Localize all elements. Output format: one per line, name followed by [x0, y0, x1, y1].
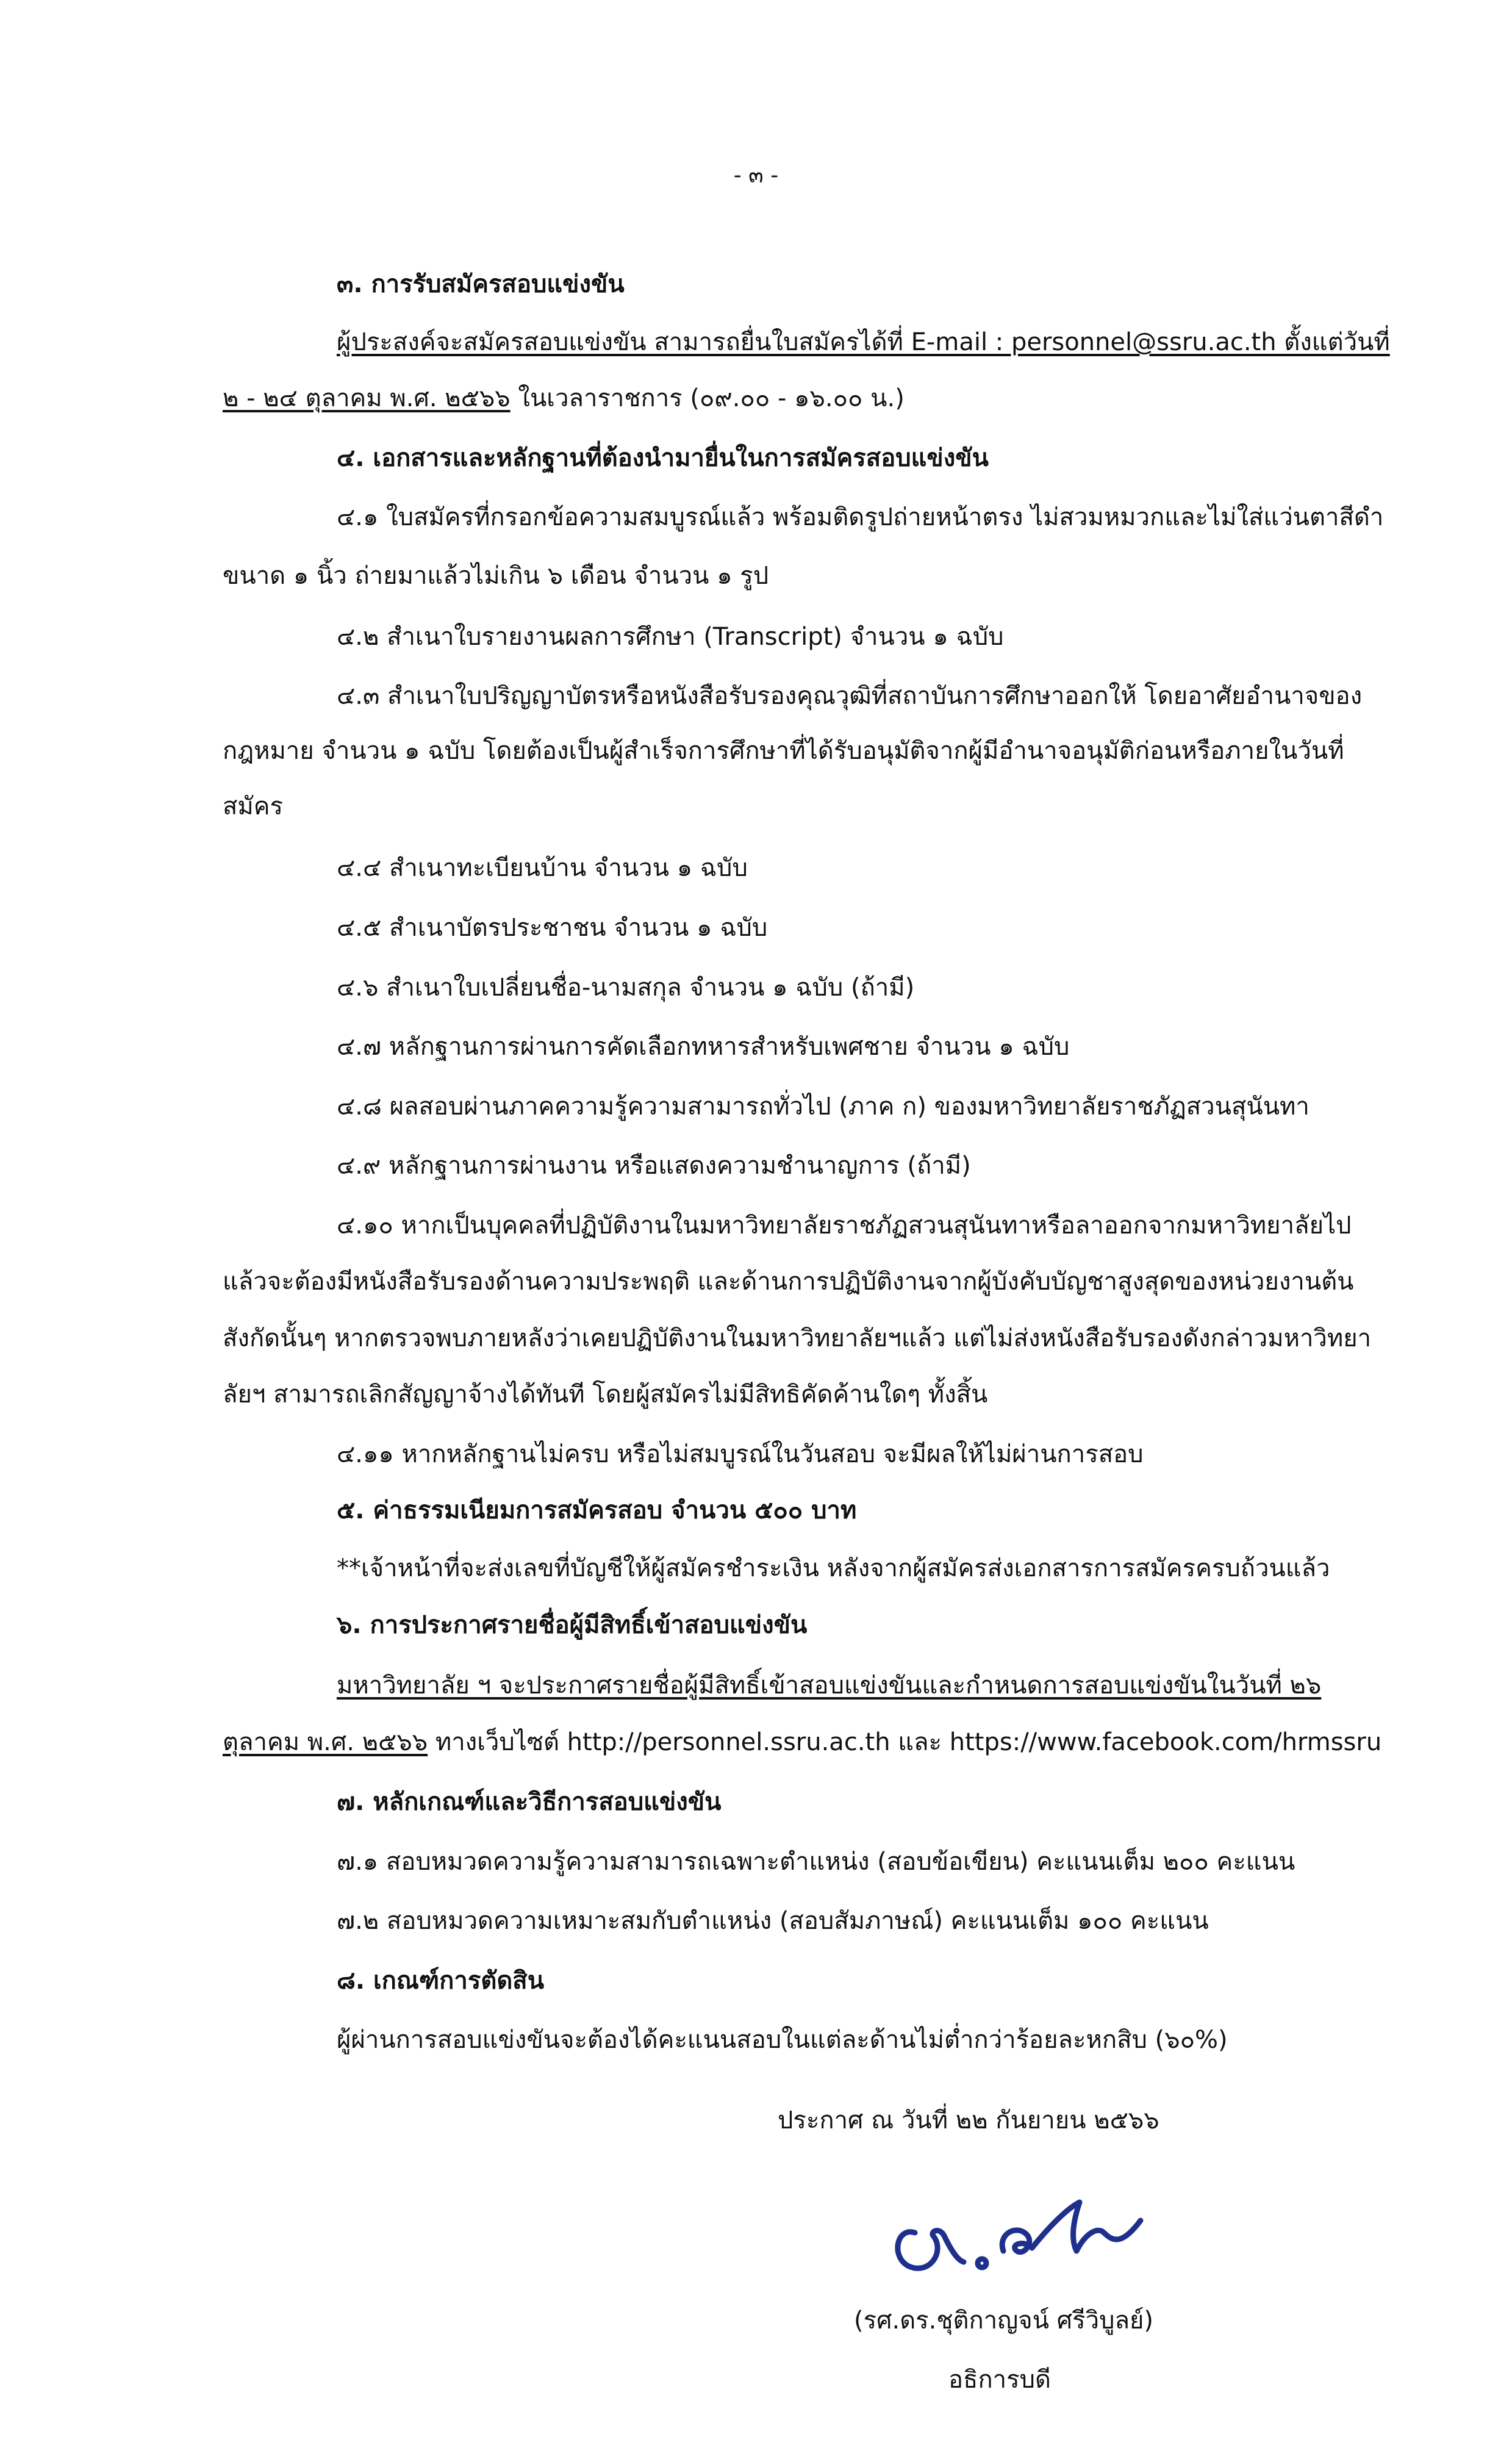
section-3-line-2 [223, 382, 905, 414]
item-7-1: ๗.๑ สอบหมวดความรู้ความสามารถเฉพาะตำแหน่ง (สอบข้อเขียน) คะแนนเต็ม ๒๐๐ คะแนน [337, 1848, 1295, 1876]
section-8-text: ผู้ผ่านการสอบแข่งขันจะต้องได้คะแนนสอบในแต่ละด้านไม่ต่ำกว่าร้อยละหกสิบ (๖๐%) [337, 2026, 1228, 2054]
application-period: ๒ - ๒๔ ตุลาคม พ.ศ. ๒๕๖๖ [223, 384, 511, 412]
item-4-11: ๔.๑๑ หากหลักฐานไม่ครบ หรือไม่สมบูรณ์ในวันสอบ จะมีผลให้ไม่ผ่านการสอบ [337, 1440, 1144, 1468]
item-4-4: ๔.๔ สำเนาทะเบียนบ้าน จำนวน ๑ ฉบับ [337, 854, 748, 882]
announcement-websites: ทางเว็บไซต์ http://personnel.ssru.ac.th และ https://www.facebook.com/hrmssru [428, 1728, 1382, 1756]
section-3-heading: ๓. การรับสมัครสอบแข่งขัน [337, 270, 625, 298]
section-8-heading: ๘. เกณฑ์การตัดสิน [337, 1967, 545, 1995]
section-3-line-1: ผู้ประสงค์จะสมัครสอบแข่งขัน สามารถยื่นใบสมัครได้ที่ E-mail : personnel@ssru.ac.th ตั้งแต่วันที่ [337, 328, 1390, 356]
item-4-5: ๔.๕ สำเนาบัตรประชาชน จำนวน ๑ ฉบับ [337, 914, 768, 942]
section-6-line-2 [223, 1726, 1381, 1758]
page-number: - ๓ - [733, 163, 779, 188]
item-4-10-line-2: แล้วจะต้องมีหนังสือรับรองด้านความประพฤติ และด้านการปฏิบัติงานจากผู้บังคับบัญชาสูงสุดของหน่วยงานต้น [223, 1268, 1354, 1296]
section-7-heading: ๗. หลักเกณฑ์และวิธีการสอบแข่งขัน [337, 1788, 722, 1816]
section-4-heading: ๔. เอกสารและหลักฐานที่ต้องนำมายื่นในการสมัครสอบแข่งขัน [337, 444, 989, 472]
item-4-10-line-4: ลัยฯ สามารถเลิกสัญญาจ้างได้ทันที โดยผู้สมัครไม่มีสิทธิคัดค้านใดๆ ทั้งสิ้น [223, 1380, 988, 1409]
section-6-line-1: มหาวิทยาลัย ฯ จะประกาศรายชื่อผู้มีสิทธิ์เข้าสอบแข่งขันและกำหนดการสอบแข่งขันในวันที่ ๒๖ [337, 1671, 1322, 1700]
item-4-3-line-3: สมัคร [223, 792, 284, 820]
signer-title: อธิการบดี [948, 2366, 1051, 2394]
section-6-heading: ๖. การประกาศรายชื่อผู้มีสิทธิ์เข้าสอบแข่งขัน [337, 1611, 808, 1639]
item-4-6: ๔.๖ สำเนาใบเปลี่ยนชื่อ-นามสกุล จำนวน ๑ ฉบับ (ถ้ามี) [337, 974, 915, 1002]
item-4-10-line-3: สังกัดนั้นๆ หากตรวจพบภายหลังว่าเคยปฏิบัติงานในมหาวิทยาลัยฯแล้ว แต่ไม่ส่งหนังสือรับรองดังกล่าวมหาวิทยา [223, 1324, 1372, 1352]
item-4-9: ๔.๙ หลักฐานการผ่านงาน หรือแสดงความชำนาญการ (ถ้ามี) [337, 1152, 971, 1180]
item-4-8: ๔.๘ ผลสอบผ่านภาคความรู้ความสามารถทั่วไป (ภาค ก) ของมหาวิทยาลัยราชภัฏสวนสุนันทา [337, 1093, 1310, 1121]
item-4-3-line-2: กฎหมาย จำนวน ๑ ฉบับ โดยต้องเป็นผู้สำเร็จการศึกษาที่ได้รับอนุมัติจากผู้มีอำนาจอนุมัติก่อนหรือภายในวันที่ [223, 737, 1344, 765]
item-4-1-line-2: ขนาด ๑ นิ้ว ถ่ายมาแล้วไม่เกิน ๖ เดือน จำนวน ๑ รูป [223, 562, 769, 590]
item-4-10-line-1: ๔.๑๐ หากเป็นบุคคลที่ปฏิบัติงานในมหาวิทยาลัยราชภัฏสวนสุนันทาหรือลาออกจากมหาวิทยาลัยไป [337, 1212, 1352, 1240]
announcement-date-line: ประกาศ ณ วันที่ ๒๒ กันยายน ๒๕๖๖ [778, 2106, 1159, 2134]
item-4-1-line-1: ๔.๑ ใบสมัครที่กรอกข้อความสมบูรณ์แล้ว พร้อมติดรูปถ่ายหน้าตรง ไม่สวมหมวกและไม่ใส่แว่นตาสีดำ [337, 503, 1384, 531]
office-hours: ในเวลาราชการ (๐๙.๐๐ - ๑๖.๐๐ น.) [510, 384, 905, 412]
item-4-3-line-1: ๔.๓ สำเนาใบปริญญาบัตรหรือหนังสือรับรองคุณวุฒิที่สถาบันการศึกษาออกให้ โดยอาศัยอำนาจของ [337, 682, 1363, 710]
section-5-note: **เจ้าหน้าที่จะส่งเลขที่บัญชีให้ผู้สมัครชำระเงิน หลังจากผู้สมัครส่งเอกสารการสมัครครบถ้วนแล้ว [337, 1554, 1330, 1582]
item-4-7: ๔.๗ หลักฐานการผ่านการคัดเลือกทหารสำหรับเพศชาย จำนวน ๑ ฉบับ [337, 1033, 1070, 1061]
signer-name: (รศ.ดร.ชุติกาญจน์ ศรีวิบูลย์) [854, 2307, 1154, 2335]
announcement-date: ตุลาคม พ.ศ. ๒๕๖๖ [223, 1728, 428, 1756]
signature-image [872, 2184, 1189, 2288]
section-5-heading: ๕. ค่าธรรมเนียมการสมัครสอบ จำนวน ๕๐๐ บาท [337, 1496, 857, 1524]
item-4-2: ๔.๒ สำเนาใบรายงานผลการศึกษา (Transcript) จำนวน ๑ ฉบับ [337, 623, 1004, 651]
item-7-2: ๗.๒ สอบหมวดความเหมาะสมกับตำแหน่ง (สอบสัมภาษณ์) คะแนนเต็ม ๑๐๐ คะแนน [337, 1907, 1209, 1935]
